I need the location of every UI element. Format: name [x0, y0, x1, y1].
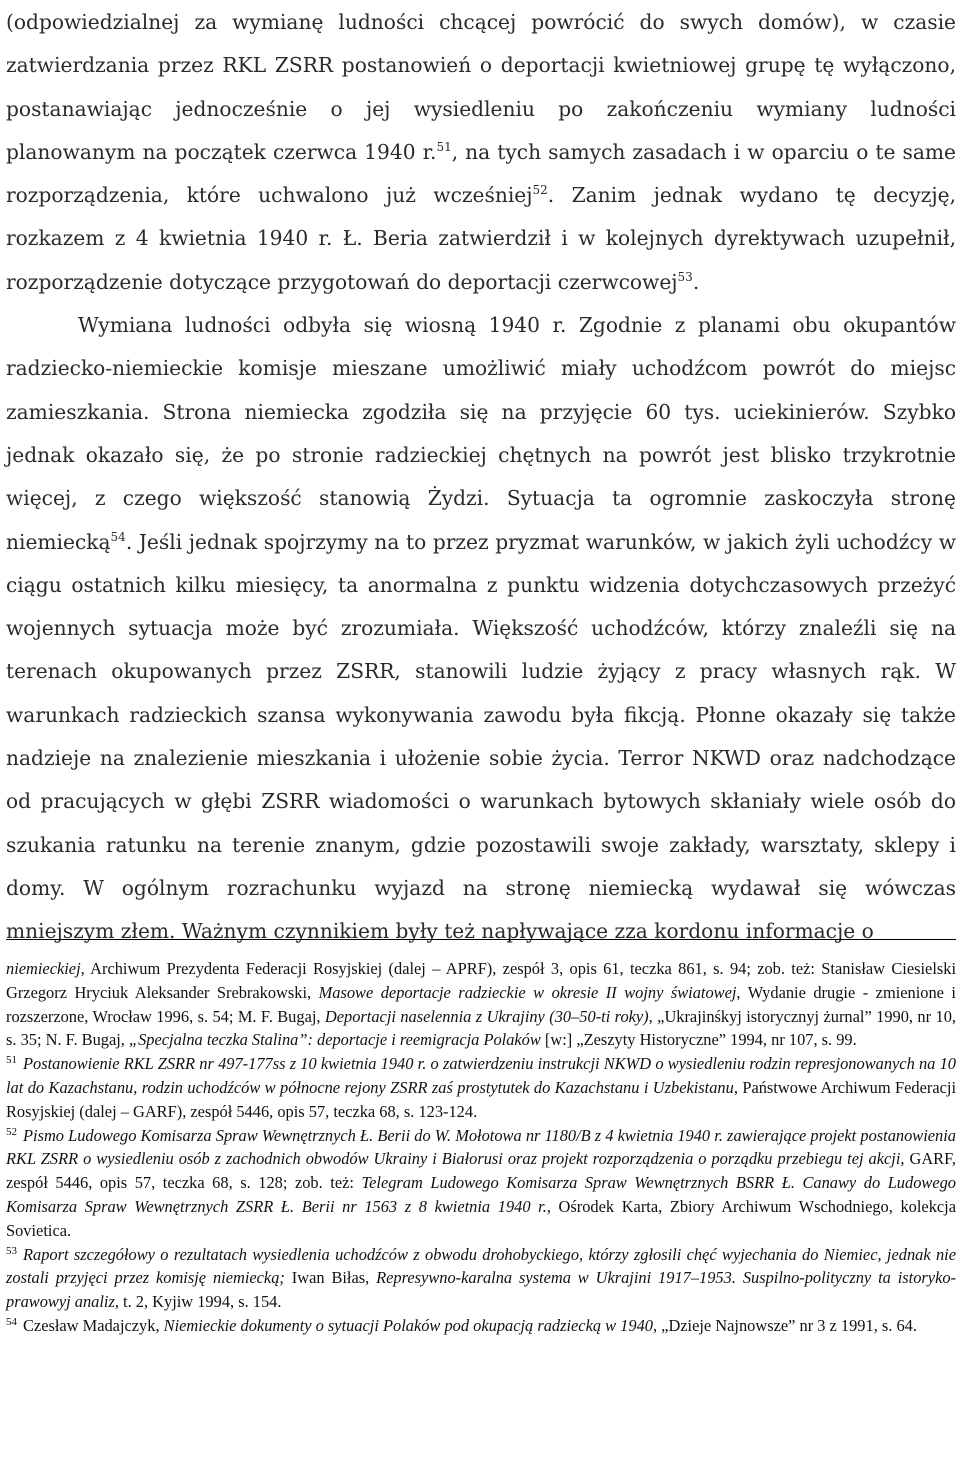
- footnote-reference: 54: [110, 529, 126, 544]
- text-run: , GARF, zespół 5446, opis 57, teczka 68, s. 128; zob. też:: [6, 1149, 956, 1193]
- footnote: [6, 1124, 956, 1243]
- italic-text-run: Raport szczegółowy o rezultatach wysiedlenia uchodźców z obwodu drohobyckiego, którzy zgłosili chęć wyjechania do Niemiec, jednak nie zostali przyjęci przez komisję niemiecką;: [6, 1244, 956, 1288]
- italic-text-run: Telegram Ludowego Komisarza Spraw Wewnętrznych BSRR Ł. Canawy do Ludowego Komisarza Spraw Wewnętrznych ZSRR Ł. Berii nr 1563 z 8 kwietnia 1940 r.: [6, 1173, 956, 1216]
- footnote: [6, 1243, 956, 1314]
- text-run: Czesław Madajczyk,: [23, 1315, 164, 1335]
- footnote-number: 51: [6, 1054, 17, 1067]
- footnote-number: 53: [6, 1244, 17, 1257]
- italic-text-run: Represywno-karalna systema w Ukrajini 1917–1953. Suspilno-polityczny ta istoryko-prawowyj analiz: [6, 1268, 957, 1312]
- footnote-reference: 53: [677, 269, 693, 284]
- footnote-number: 54: [6, 1315, 17, 1328]
- italic-text-run: niemieckiej,: [6, 959, 85, 978]
- text-run: Iwan Biłas,: [284, 1268, 377, 1288]
- footnote: [6, 957, 956, 1052]
- text-run: [w:] „Zeszyty Historyczne” 1994, nr 107, s. 99.: [540, 1030, 857, 1050]
- text-run: , na tych samych zasadach i w oparciu o te same rozporządzenia, które uchwalono już wcześniej: [6, 139, 956, 208]
- text-run: „Ukrajinśkyj istorycznyj żurnal” 1990, nr 10, s. 35; N. F. Bugaj,: [6, 1006, 956, 1050]
- footnote-reference: 51: [436, 139, 452, 154]
- text-run: , Wydanie drugie - zmienione i rozszerzone, Wrocław 1996, s. 54; M. F. Bugaj,: [6, 982, 956, 1026]
- text-run: Wymiana ludności odbyła się wiosną 1940 r. Zgodnie z planami obu okupantów radziecko-niemieckie komisje mieszane umożliwić miały uchodźcom powrót do miejsc zamieszkania. Strona niemiecka zgodziła się na przyjęcie 60 tys. uciekinierów. Szybko jednak okazało się, że po stronie radzieckiej chętnych na powrót jest blisko trzykrotnie więcej, z czego większość stanowią Żydzi. Sytuacja ta ogromnie zaskoczyła stronę niemiecką: [6, 313, 956, 554]
- text-run: . Zanim jednak wydano tę decyzję, rozkazem z 4 kwietnia 1940 r. Ł. Beria zatwierdził i w kolejnych dyrektywach uzupełnił, rozporządzenie dotyczące przygotowań do deportacji czerwcowej: [6, 183, 957, 294]
- italic-text-run: Masowe deportacje radzieckie w okresie II wojny światowej: [318, 982, 737, 1002]
- footnote-separator: [6, 939, 956, 940]
- text-run: .: [692, 269, 700, 294]
- text-run: . Jeśli jednak spojrzymy na to przez pryzmat warunków, w jakich żyli uchodźcy w ciągu ostatnich kilku miesięcy, ta anormalna z punktu widzenia dotychczasowych przeżyć wojennych sytuacja może być zrozumiała. Większość uchodźców, którzy znaleźli się na terenach okupowanych przez ZSRR, stanowili ludzie żyjący z pracy własnych rąk. W warunkach radzieckich szansa wykonywania zawodu była fikcją. Płonne okazały się także nadzieje na znalezienie mieszkania i ułożenie sobie życia. Terror NKWD oraz nadchodzące od pracujących w głębi ZSRR wiadomości o warunkach bytowych skłaniały wiele osób do szukania ratunku na terenie znanym, gdzie pozostawili swoje zakłady, warsztaty, sklepy i domy. W ogólnym rozrachunku wyjazd na stronę niemiecką wydawał się wówczas mniejszym złem. Ważnym czynnikiem były też napływające zza kordonu informacje o: [6, 529, 956, 944]
- italic-text-run: Pismo Ludowego Komisarza Spraw Wewnętrznych Ł. Berii do W. Mołotowa nr 1180/B z 4 kwietnia 1940 r. zawierające projekt postanowienia RKL ZSRR o wysiedleniu osób z zachodnich obwodów Ukrainy i Białorusi oraz projekt rozporządzenia o porządku przebiegu tej akcji: [6, 1125, 956, 1169]
- italic-text-run: „Specjalna teczka Stalina”: deportacje i reemigracja Polaków: [129, 1030, 541, 1050]
- footnote: [6, 1314, 956, 1338]
- footnotes: [6, 957, 956, 1338]
- italic-text-run: Deportacji naselennia z Ukrajiny (30–50-ti roky),: [324, 1006, 653, 1026]
- footnote-number: 52: [6, 1125, 17, 1138]
- italic-text-run: Niemieckie dokumenty o sytuacji Polaków pod okupacją radziecką w 1940: [163, 1315, 653, 1335]
- text-run: , t. 2, Kyjiw 1994, s. 154.: [114, 1292, 282, 1312]
- footnote-reference: 52: [532, 183, 548, 198]
- text-run: , Ośrodek Karta, Zbiory Archiwum Wschodniego, kolekcja Sovietica.: [6, 1196, 956, 1240]
- text-run: (odpowiedzialnej za wymianę ludności chcącej powrócić do swych domów), w czasie zatwierdzania przez RKL ZSRR postanowień o deportacji kwietniowej grupę tę wyłączono, postanawiając jednocześnie o jej wysiedleniu po zakończeniu wymiany ludności planowanym na początek czerwca 1940 r.: [6, 10, 956, 164]
- body-paragraph: [6, 304, 956, 953]
- footnote: [6, 1052, 956, 1123]
- body-paragraph: [6, 1, 956, 304]
- document-page: [6, 0, 957, 1335]
- italic-text-run: Postanowienie RKL ZSRR nr 497-177ss z 10 kwietnia 1940 r. o zatwierdzeniu instrukcji NKWD o wysiedleniu rodzin represjonowanych na 10 lat do Kazachstanu, rodzin uchodźców w północne rejony ZSRR zaś prostytutek do Kazachstanu i Uzbekistanu: [6, 1054, 956, 1097]
- main-text: [6, 0, 956, 954]
- text-run: , Państwowe Archiwum Federacji Rosyjskiej (dalej – GARF), zespół 5446, opis 57, teczka 68, s. 123-124.: [6, 1077, 956, 1121]
- text-run: , „Dzieje Najnowsze” nr 3 z 1991, s. 64.: [652, 1315, 917, 1335]
- text-run: Archiwum Prezydenta Federacji Rosyjskiej (dalej – APRF), zespół 3, opis 61, teczka 861, s. 94; zob. też: Stanisław Ciesielski Grzegorz Hryciuk Aleksander Srebrakowski,: [6, 959, 956, 1002]
